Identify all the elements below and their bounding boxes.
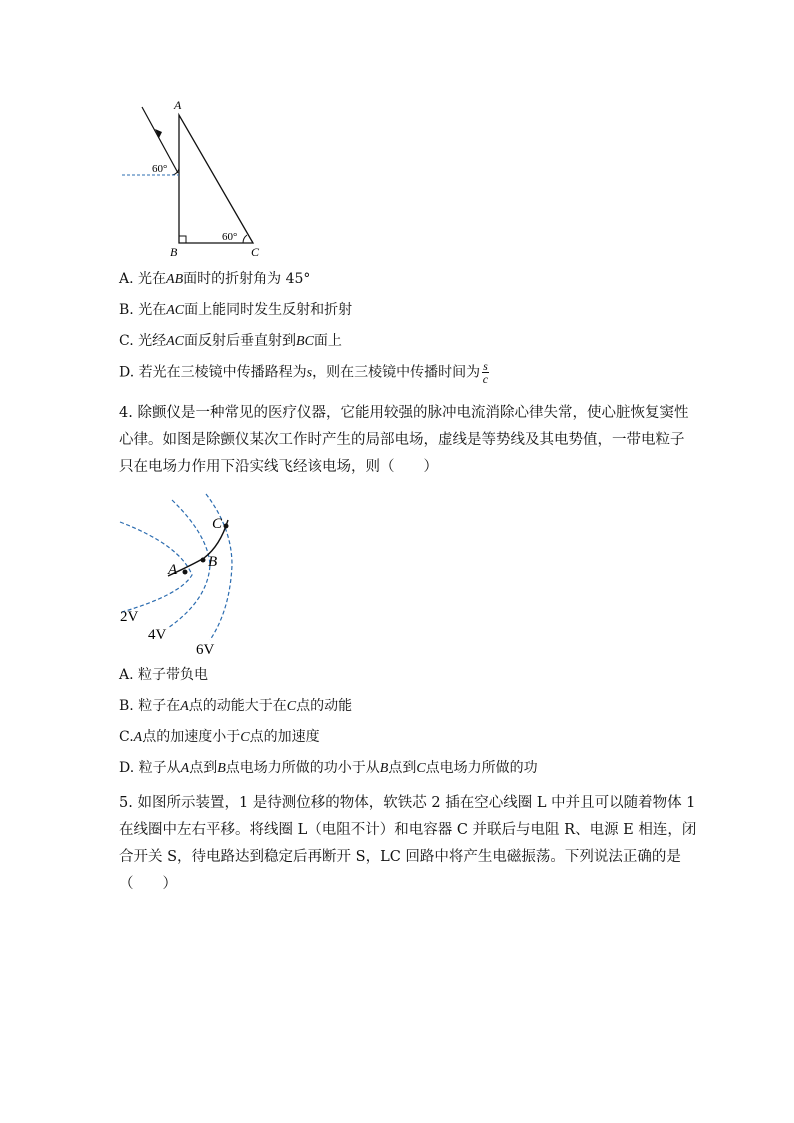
point-c (224, 524, 229, 529)
angle-incidence-label: 60° (152, 163, 168, 175)
field-label-c: C (212, 516, 223, 532)
q4-option-c[interactable]: C.A点的加速度小于C点的加速度 (119, 729, 320, 745)
electric-field-figure (110, 490, 260, 662)
q4-stem: 4. 除颤仪是一种常见的医疗仪器，它能用较强的脉冲电流消除心律失常，使心脏恢复窦性 心律。如图是除颤仪某次工作时产生的局部电场，虚线是等势线及其电势值，一带电粒子 只在电场力作用下沿实线飞经该电场，则（ ） (119, 405, 689, 475)
q4-option-a[interactable]: A. 粒子带负电 (119, 667, 209, 683)
q3-option-d[interactable]: D. 若光在三棱镜中传播路程为s，则在三棱镜中传播时间为 $\frac{s}{c}$ (119, 359, 489, 386)
label-a: A (174, 98, 182, 112)
fraction-s-over-c: $\frac{s}{c}$ (482, 359, 489, 386)
prism-figure (110, 95, 280, 265)
potential-label-2v: 2V (120, 609, 139, 625)
angle-c-label: 60° (222, 231, 238, 243)
q3-option-a[interactable]: A. 光在AB面时的折射角为 45° (119, 271, 311, 287)
point-a (183, 570, 188, 575)
q5-stem: 5. 如图所示装置，1 是待测位移的物体，软铁芯 2 插在空心线圈 L 中并且可以随着物体 1 在线圈中左右平移。将线圈 L（电阻不计）和电容器 C 并联后与电阻 R、电源 E 相连，闭 合开关 S，待电路达到稳定后再断开 S，LC 回路中将产生电磁振荡。下列说法正确的是 （ ） (119, 795, 697, 892)
equipotential-line-2v (120, 522, 192, 612)
q3-option-b[interactable]: B. 光在AC面上能同时发生反射和折射 (119, 302, 353, 318)
field-label-a: A (168, 562, 178, 578)
label-b: B (170, 245, 178, 259)
label-c: C (251, 245, 260, 259)
right-angle-mark (179, 236, 186, 243)
q4-option-d[interactable]: D. 粒子从A点到B点电场力所做的功小于从B点到C点电场力所做的功 (119, 760, 538, 776)
potential-label-6v: 6V (196, 642, 215, 658)
potential-label-4v: 4V (148, 627, 167, 643)
field-label-b: B (208, 554, 218, 570)
prism-triangle (179, 115, 253, 243)
q3-option-c[interactable]: C. 光经AC面反射后垂直射到BC面上 (119, 333, 342, 349)
point-b (201, 558, 206, 563)
angle-arc-c (243, 235, 247, 243)
q4-option-b[interactable]: B. 粒子在A点的动能大于在C点的动能 (119, 698, 353, 714)
